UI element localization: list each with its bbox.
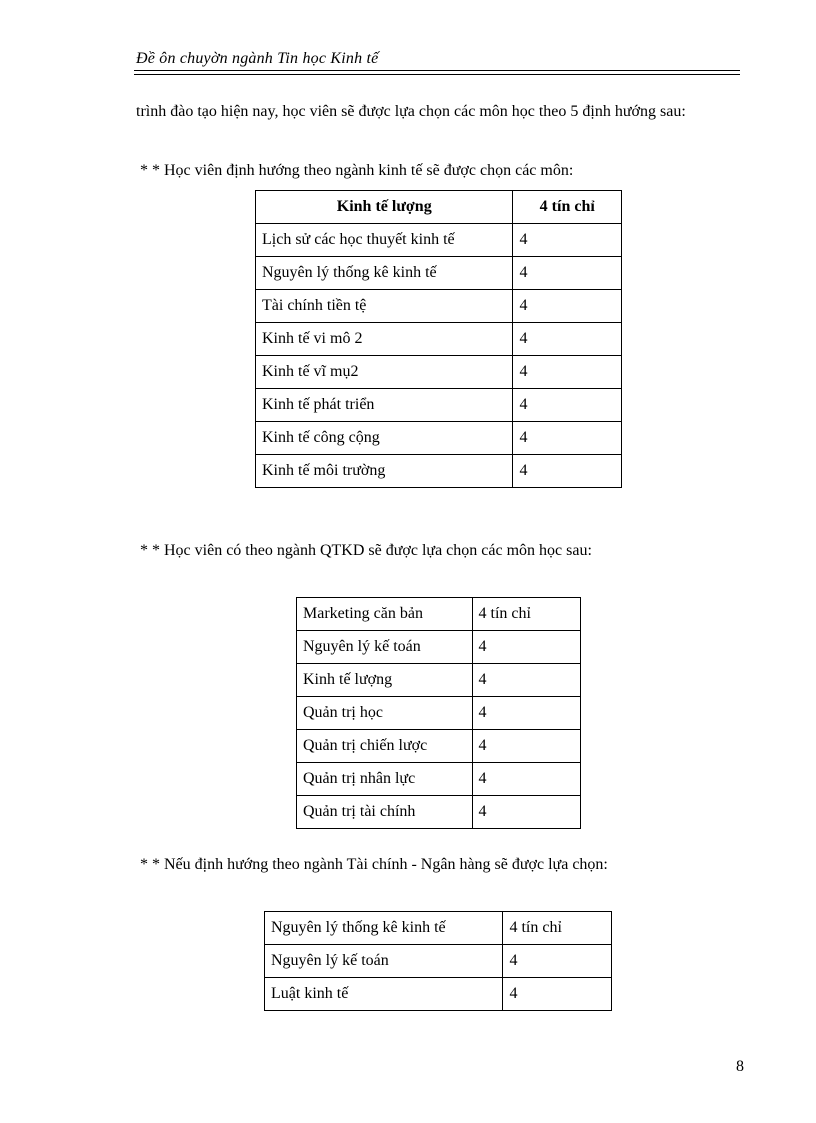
- table-row: [265, 912, 612, 945]
- section-heading-finance-banking: * * Nếu định hướng theo ngành Tài chính - Ngân hàng sẽ được lựa chọn:: [140, 856, 608, 873]
- table-header-cell: Kinh tế lượng: [256, 191, 513, 224]
- page-number: 8: [736, 1058, 744, 1075]
- table-header-row: [256, 191, 622, 224]
- course-name-cell: Kinh tế công cộng: [256, 422, 513, 455]
- table-row: [297, 763, 581, 796]
- course-name-cell: Tài chính tiền tệ: [256, 290, 513, 323]
- course-name-cell: Quản trị tài chính: [297, 796, 473, 829]
- table-row: [297, 796, 581, 829]
- credits-cell: 4: [472, 730, 580, 763]
- credits-cell: 4: [472, 631, 580, 664]
- table-header-cell: 4 tín chỉ: [513, 191, 622, 224]
- table-row: [297, 697, 581, 730]
- course-name-cell: Nguyên lý kế toán: [265, 945, 503, 978]
- credits-cell: 4: [513, 323, 622, 356]
- page-header-title: Đề ôn chuyờn ngành Tin học Kinh tế: [136, 50, 379, 67]
- course-name-cell: Lịch sử các học thuyết kinh tế: [256, 224, 513, 257]
- course-name-cell: Kinh tế môi trường: [256, 455, 513, 488]
- course-name-cell: Kinh tế vĩ mụ2: [256, 356, 513, 389]
- header-rule-bottom: [134, 74, 740, 75]
- table-row: [265, 978, 612, 1011]
- course-name-cell: Nguyên lý thống kê kinh tế: [256, 257, 513, 290]
- section-heading-business-admin: * * Học viên có theo ngành QTKD sẽ được lựa chọn các môn học sau:: [140, 542, 592, 559]
- course-name-cell: Kinh tế phát triển: [256, 389, 513, 422]
- credits-cell: 4: [513, 389, 622, 422]
- credits-cell: 4: [472, 763, 580, 796]
- table-row: [297, 598, 581, 631]
- course-name-cell: Quản trị nhân lực: [297, 763, 473, 796]
- course-name-cell: Kinh tế vi mô 2: [256, 323, 513, 356]
- course-name-cell: Marketing căn bản: [297, 598, 473, 631]
- table-row: [256, 290, 622, 323]
- intro-paragraph: trình đào tạo hiện nay, học viên sẽ được lựa chọn các môn học theo 5 định hướng sau:: [136, 103, 686, 120]
- header-rule-top: [134, 70, 740, 71]
- table-row: [256, 455, 622, 488]
- table-row: [256, 389, 622, 422]
- economics-courses-table: [255, 190, 622, 488]
- credits-cell: 4: [472, 664, 580, 697]
- course-name-cell: Quản trị chiến lược: [297, 730, 473, 763]
- table-row: [256, 323, 622, 356]
- credits-cell: 4: [503, 945, 612, 978]
- course-name-cell: Nguyên lý kế toán: [297, 631, 473, 664]
- table-row: [297, 664, 581, 697]
- section-heading-economics: * * Học viên định hướng theo ngành kinh tế sẽ được chọn các môn:: [140, 162, 574, 179]
- table-row: [297, 631, 581, 664]
- course-name-cell: Nguyên lý thống kê kinh tế: [265, 912, 503, 945]
- business-admin-courses-table: [296, 597, 581, 829]
- credits-cell: 4: [513, 224, 622, 257]
- course-name-cell: Kinh tế lượng: [297, 664, 473, 697]
- credits-cell: 4: [472, 796, 580, 829]
- table-row: [265, 945, 612, 978]
- finance-banking-courses-table: [264, 911, 612, 1011]
- credits-cell: 4: [513, 356, 622, 389]
- credits-cell: 4: [503, 978, 612, 1011]
- course-name-cell: Quản trị học: [297, 697, 473, 730]
- credits-cell: 4: [513, 257, 622, 290]
- table-row: [256, 356, 622, 389]
- table-row: [256, 257, 622, 290]
- credits-cell: 4: [472, 697, 580, 730]
- table-row: [256, 224, 622, 257]
- table-row: [297, 730, 581, 763]
- credits-cell: 4: [513, 290, 622, 323]
- course-name-cell: Luật kinh tế: [265, 978, 503, 1011]
- credits-cell: 4 tín chỉ: [503, 912, 612, 945]
- credits-cell: 4: [513, 422, 622, 455]
- table-row: [256, 422, 622, 455]
- credits-cell: 4 tín chỉ: [472, 598, 580, 631]
- credits-cell: 4: [513, 455, 622, 488]
